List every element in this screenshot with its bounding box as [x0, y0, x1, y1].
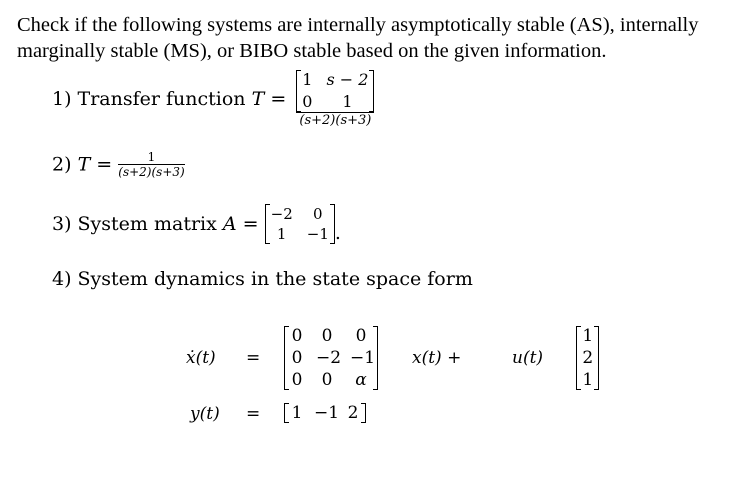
item-1: [52, 70, 374, 128]
matrix-cell: 0: [321, 326, 333, 346]
a-matrix: [284, 326, 378, 390]
item-1-eq: =: [270, 88, 287, 110]
y-lhs: y(t): [190, 404, 220, 424]
matrix-cell: 1: [582, 370, 594, 390]
matrix-cell: 0: [291, 348, 303, 368]
item-2-label: 2): [52, 153, 72, 176]
item-1-var: T: [251, 88, 265, 110]
matrix-cell: −2: [270, 205, 293, 223]
intro-line-1: Check if the following systems are internally asymptotically stable (AS), internally: [17, 14, 699, 36]
item-2-var: T: [77, 153, 91, 176]
matrix-cell: 1: [276, 225, 287, 243]
matrix-cell: 0: [321, 370, 333, 390]
b-vector: [576, 326, 599, 390]
item-2: [52, 150, 185, 179]
matrix-cell: 1: [342, 92, 353, 111]
item-2-numerator: 1: [147, 150, 156, 164]
item-3-var: A: [222, 213, 237, 235]
u-term: u(t): [512, 348, 544, 368]
item-3-period: .: [334, 222, 341, 244]
item-1-denominator: (s+2)(s+3): [299, 113, 372, 128]
item-3-matrix: [265, 204, 335, 244]
problem-statement: [17, 12, 698, 64]
xdot-lhs: ẋ(t): [186, 348, 216, 368]
matrix-cell: 1: [302, 70, 313, 89]
item-1-label: 1) Transfer function: [52, 88, 246, 110]
matrix-cell: 0: [291, 370, 303, 390]
item-1-matrix: [296, 70, 374, 112]
item-2-denominator: (s+2)(s+3): [118, 165, 185, 179]
matrix-cell: 1: [291, 402, 303, 423]
y-eq: =: [246, 404, 261, 424]
intro-line-2: marginally stable (MS), or BIBO stable based on the given information.: [17, 40, 607, 62]
xdot-eq: =: [246, 348, 261, 368]
output-equation: [0, 402, 735, 432]
item-1-fraction: [296, 70, 374, 128]
matrix-cell: 0: [302, 92, 313, 111]
matrix-cell: 1: [582, 326, 594, 346]
item-2-eq: =: [96, 153, 113, 176]
c-vector: [284, 403, 366, 423]
item-3-label: 3) System matrix: [52, 213, 217, 235]
matrix-cell: −1: [306, 225, 329, 243]
matrix-cell: 0: [313, 205, 323, 223]
matrix-cell: 2: [347, 402, 359, 423]
matrix-cell: α: [355, 370, 367, 390]
item-3: [52, 204, 341, 244]
item-4-label: 4) System dynamics in the state space form: [52, 268, 473, 290]
state-equation: [0, 326, 735, 394]
item-2-fraction: [118, 150, 184, 179]
matrix-cell: −1: [350, 348, 376, 368]
item-3-eq: =: [242, 213, 259, 235]
matrix-cell: 0: [355, 326, 367, 346]
matrix-cell: −2: [316, 348, 342, 368]
matrix-cell: 2: [582, 348, 594, 368]
matrix-cell: −1: [314, 402, 340, 423]
matrix-cell: 0: [291, 326, 303, 346]
matrix-cell: s − 2: [326, 70, 369, 89]
x-term: x(t) +: [412, 348, 462, 368]
